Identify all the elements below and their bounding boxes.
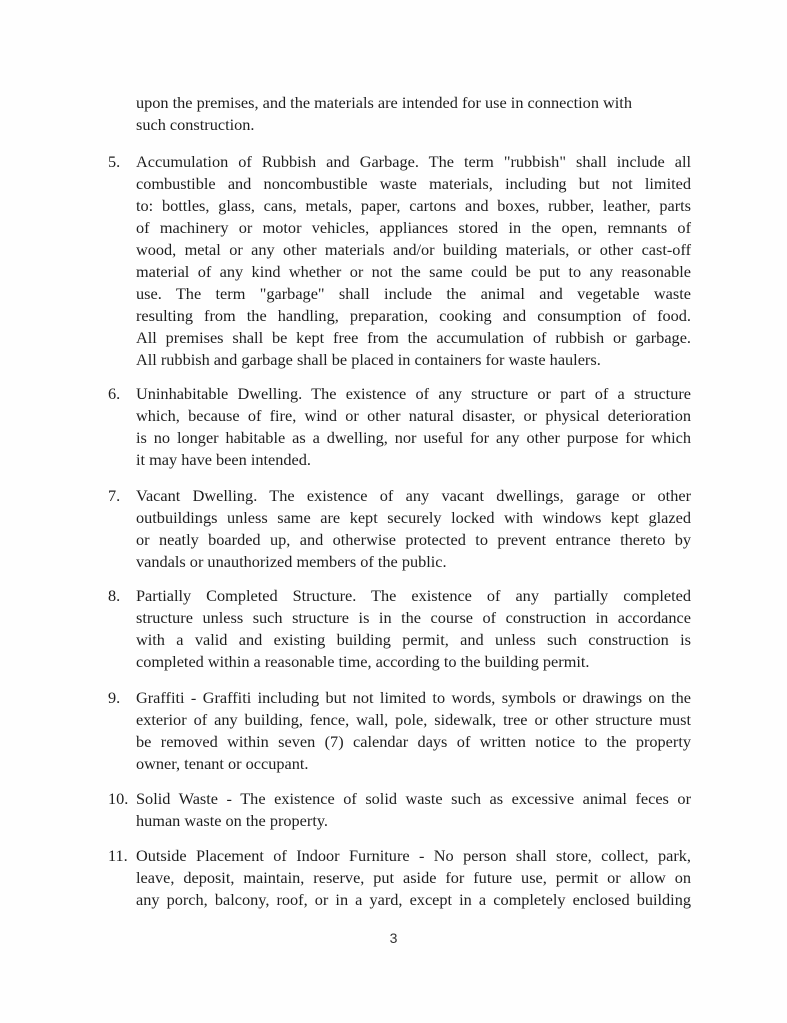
text-line: combustible and noncombustible waste materials, including but not limited [136, 174, 691, 193]
list-item-10-solid-waste [108, 788, 691, 832]
text-line: is no longer habitable as a dwelling, nor useful for any other purpose for which [136, 428, 691, 447]
item-number: 11. [108, 846, 128, 865]
item-number: 10. [108, 789, 129, 808]
item-number: 7. [108, 486, 121, 505]
page-number: 3 [389, 930, 398, 946]
text-line: vandals or unauthorized members of the public. [136, 551, 447, 571]
text-line: structure unless such structure is in the course of construction in accordance [136, 607, 691, 627]
list-item-11-outside-indoor-furniture [108, 845, 691, 911]
text-line: owner, tenant or occupant. [136, 753, 309, 773]
text-line: Uninhabitable Dwelling. The existence of any structure or part of a structure [136, 384, 691, 403]
text-line: of machinery or motor vehicles, appliances stored in the open, remnants of [136, 218, 691, 237]
item-number: 5. [108, 152, 121, 171]
text-line: resulting from the handling, preparation, cooking and consumption of food. [136, 306, 691, 325]
item-number: 9. [108, 688, 121, 707]
continuation-paragraph [136, 92, 691, 135]
text-line: All rubbish and garbage shall be placed in containers for waste haulers. [136, 350, 601, 369]
text-line: Solid Waste - The existence of solid waste such as excessive animal feces or [136, 789, 691, 808]
text-line: such construction. [136, 114, 255, 134]
text-line: wood, metal or any other materials and/or building materials, or other cast-off [136, 240, 691, 259]
text-line: exterior of any building, fence, wall, pole, sidewalk, tree or other structure must [136, 709, 691, 729]
text-line: material of any kind whether or not the same could be put to any reasonable [136, 262, 691, 281]
text-line: Accumulation of Rubbish and Garbage. The term "rubbish" shall include all [136, 152, 691, 171]
text-line: any porch, balcony, roof, or in a yard, except in a completely enclosed building [136, 889, 691, 909]
item-body [136, 383, 691, 471]
text-line: leave, deposit, maintain, reserve, put aside for future use, permit or allow on [136, 867, 691, 887]
text-line: completed within a reasonable time, according to the building permit. [136, 651, 590, 671]
list-item-9-graffiti [108, 687, 691, 775]
list-item-6-uninhabitable-dwelling [108, 383, 691, 471]
text-line: Partially Completed Structure. The existence of any partially completed [136, 586, 691, 605]
text-line: Graffiti - Graffiti including but not limited to words, symbols or drawings on the [136, 688, 691, 707]
item-body [136, 585, 691, 673]
text-line: Outside Placement of Indoor Furniture - No person shall store, collect, park, [136, 846, 691, 865]
text-line: outbuildings unless same are kept securely locked with windows kept glazed [136, 507, 691, 527]
item-number: 6. [108, 384, 121, 403]
text-line: be removed within seven (7) calendar days of written notice to the property [136, 731, 691, 751]
text-line: with a valid and existing building permit, and unless such construction is [136, 629, 691, 649]
item-body [136, 151, 691, 371]
text-line: upon the premises, and the materials are intended for use in connection with [136, 93, 632, 112]
item-body [136, 788, 691, 832]
text-line: All premises shall be kept free from the accumulation of rubbish or garbage. [136, 328, 691, 347]
list-item-7-vacant-dwelling [108, 485, 691, 573]
text-line: to: bottles, glass, cans, metals, paper, cartons and boxes, rubber, leather, parts [136, 196, 691, 215]
list-item-5-rubbish-garbage [108, 151, 691, 371]
item-body [136, 485, 691, 573]
text-line: use. The term "garbage" shall include the animal and vegetable waste [136, 284, 691, 303]
text-line: it may have been intended. [136, 450, 311, 469]
item-body [136, 845, 691, 911]
item-number: 8. [108, 586, 121, 605]
text-line: which, because of fire, wind or other natural disaster, or physical deterioration [136, 406, 691, 425]
text-line: human waste on the property. [136, 810, 329, 830]
text-line: Vacant Dwelling. The existence of any vacant dwellings, garage or other [136, 486, 691, 505]
text-line: or neatly boarded up, and otherwise protected to prevent entrance thereto by [136, 529, 691, 549]
list-item-8-partially-completed-structure [108, 585, 691, 673]
item-body [136, 687, 691, 775]
